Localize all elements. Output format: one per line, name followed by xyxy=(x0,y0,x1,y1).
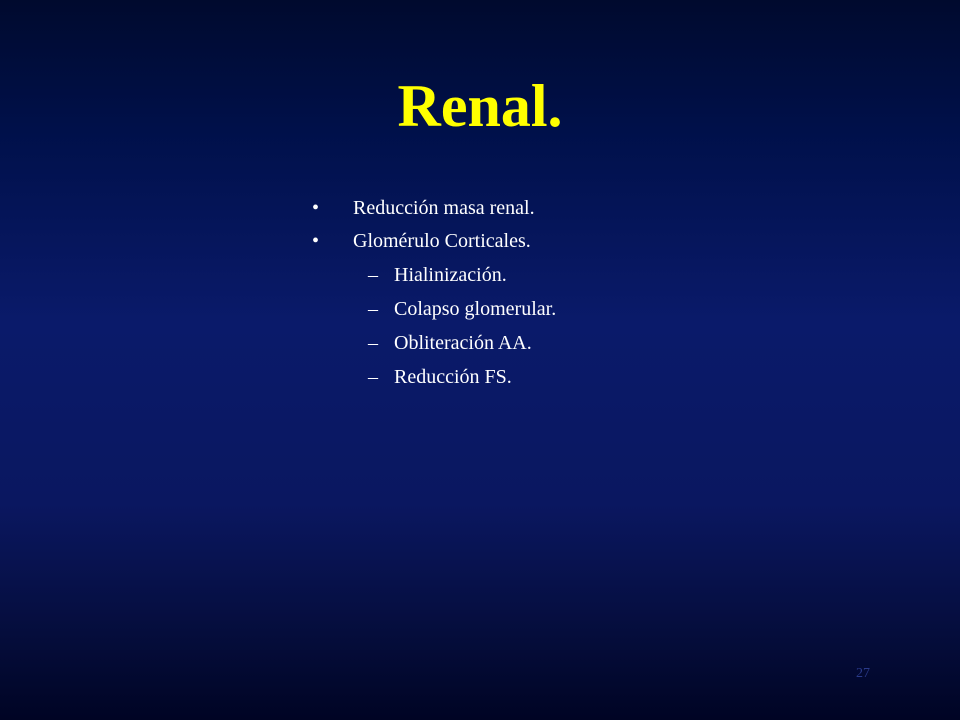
slide-title: Renal. xyxy=(397,73,563,139)
dash-marker: – xyxy=(368,332,378,354)
page-number: 27 xyxy=(856,666,870,681)
bullet-list xyxy=(312,192,912,394)
dash-marker: – xyxy=(368,264,378,286)
bullet-marker: • xyxy=(312,230,320,252)
sub-bullet-item xyxy=(312,326,912,360)
sub-bullet-text: Hialinización. xyxy=(394,264,507,286)
sub-bullet-text: Reducción FS. xyxy=(394,366,512,388)
sub-bullet-text: Colapso glomerular. xyxy=(394,298,557,320)
sub-bullet-item xyxy=(312,292,912,326)
bullet-marker: • xyxy=(312,197,320,219)
bullet-item xyxy=(312,192,912,225)
sub-bullet-text: Obliteración AA. xyxy=(394,332,532,354)
bullet-text: Reducción masa renal. xyxy=(353,197,535,219)
sub-bullet-item xyxy=(312,360,912,394)
dash-marker: – xyxy=(368,366,378,388)
dash-marker: – xyxy=(368,298,378,320)
bullet-item xyxy=(312,225,912,258)
sub-bullet-item xyxy=(312,258,912,292)
bullet-text: Glomérulo Corticales. xyxy=(353,230,531,252)
